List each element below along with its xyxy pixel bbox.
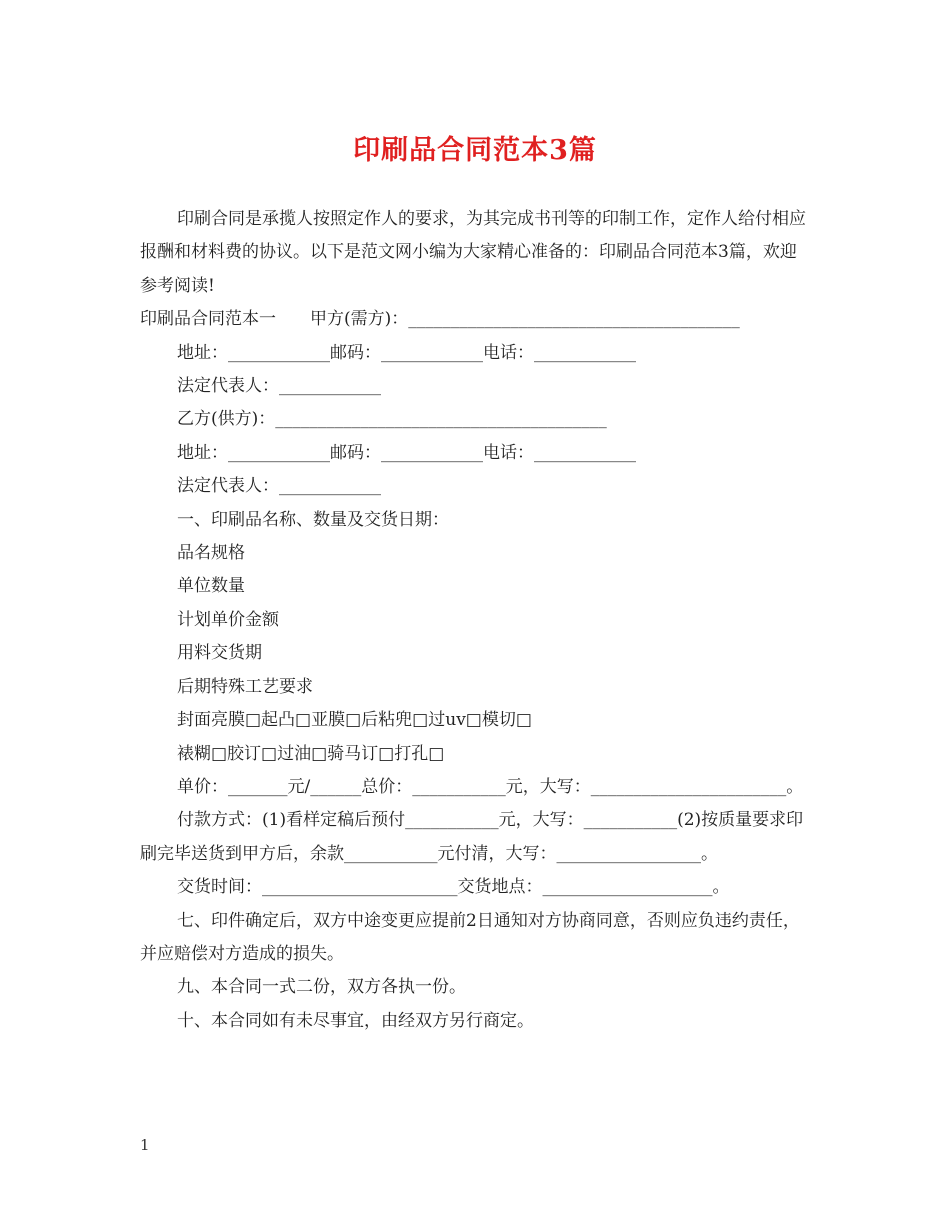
page-number: 1 — [140, 1136, 150, 1154]
clause-ten: 十、本合同如有未尽事宜，由经双方另行商定。 — [177, 1010, 534, 1031]
document-title: 印刷品合同范本3篇 — [353, 135, 597, 166]
price-line: 单价：_______元/______总价：___________元，大写：_______________________。 — [177, 776, 804, 797]
party-a-representative-line: 法定代表人：____________ — [177, 376, 381, 397]
item-line: 单位数量 — [177, 576, 245, 597]
delivery-line: 交货时间：_______________________交货地点：____________________。 — [177, 877, 730, 898]
intro-paragraph: 印刷合同是承揽人按照定作人的要求，为其完成书刊等的印制工作，定作人给付相应报酬和材料费的协议。以下是范文网小编为大家精心准备的：印刷品合同范本3篇，欢迎参考阅读! — [140, 209, 806, 296]
party-a-address-line: 地址：____________邮码：____________电话：____________ — [177, 342, 636, 363]
payment-line: 付款方式：(1)看样定稿后预付___________元，大写：___________(2)按质量要求印刷完毕送货到甲方后，余款___________元付清，大写：_________________。 — [140, 810, 804, 864]
binding-options-line: 裱糊□胶订□过油□骑马订□打孔□ — [177, 743, 445, 764]
section-heading: 一、印刷品名称、数量及交货日期： — [177, 509, 449, 530]
item-line: 用料交货期 — [177, 643, 262, 664]
party-b-address-line: 地址：____________邮码：____________电话：____________ — [177, 442, 636, 463]
clause-nine: 九、本合同一式二份，双方各执一份。 — [177, 977, 466, 998]
item-line: 计划单价金额 — [177, 609, 279, 630]
item-line: 品名规格 — [177, 543, 245, 564]
party-b-representative-line: 法定代表人：____________ — [177, 476, 381, 497]
party-a-line: 印刷品合同范本一 甲方(需方)：_______________________________________ — [140, 309, 740, 330]
party-b-line: 乙方(供方)：_______________________________________ — [177, 409, 607, 430]
item-line: 后期特殊工艺要求 — [177, 676, 313, 697]
process-options-line: 封面亮膜□起凸□亚膜□后粘兜□过uv□模切□ — [177, 710, 532, 731]
clause-seven: 七、印件确定后，双方中途变更应提前2日通知对方协商同意，否则应负违约责任，并应赔偿对方造成的损失。 — [140, 910, 800, 964]
document-body — [140, 203, 812, 1038]
